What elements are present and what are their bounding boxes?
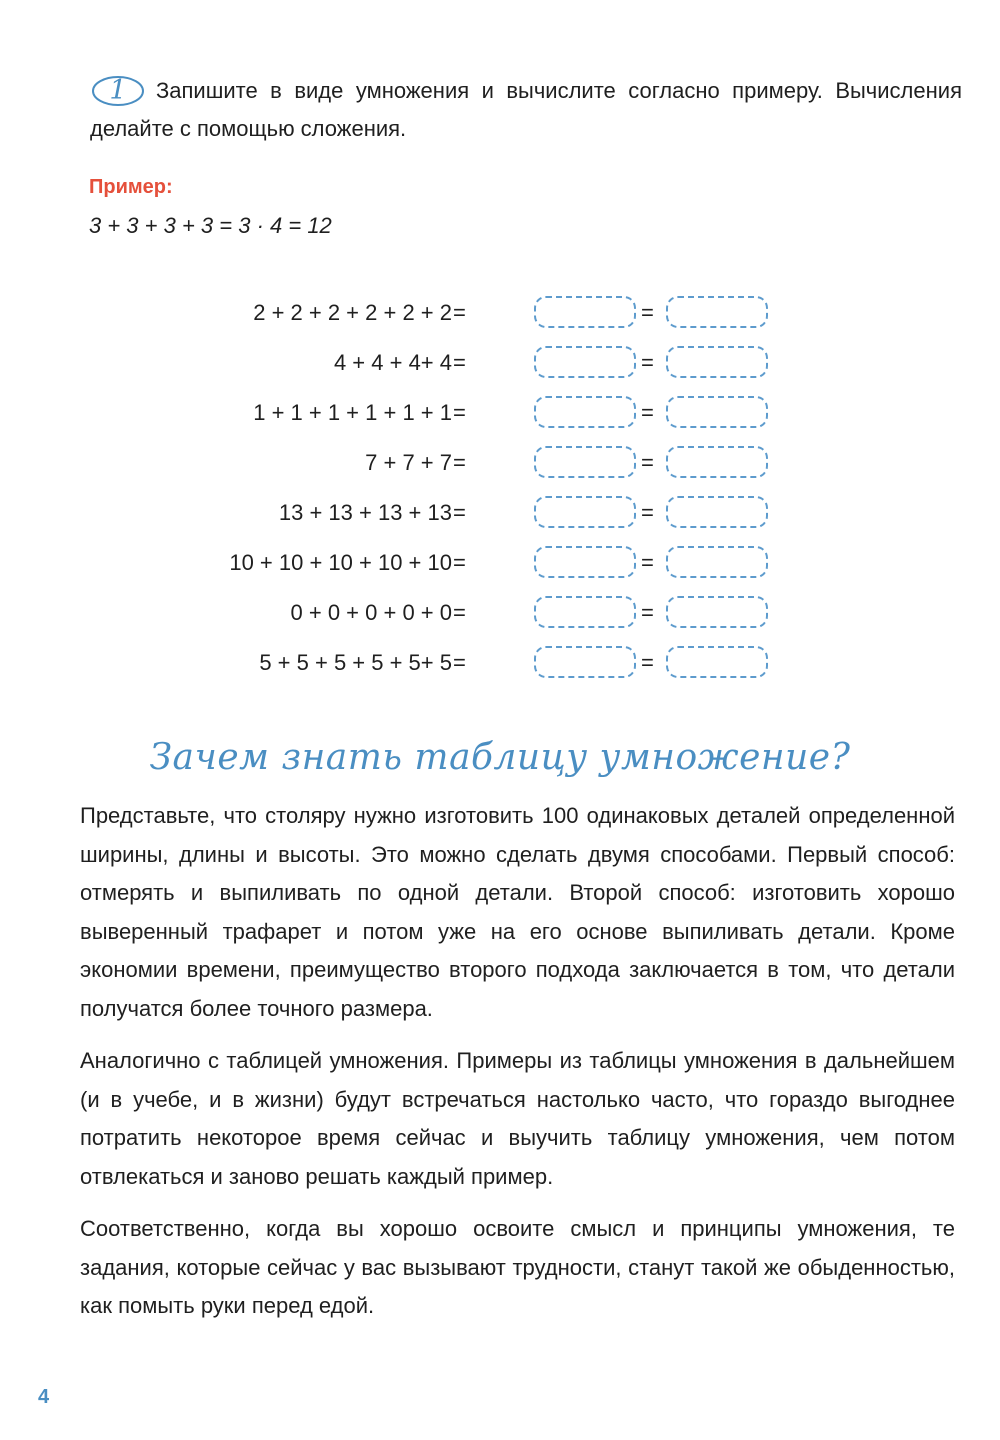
result-answer-box[interactable] <box>666 296 768 328</box>
equals-sign: = <box>453 600 466 625</box>
equals-sign: = <box>453 300 466 325</box>
equals-sign: = <box>641 300 654 325</box>
exercise-row <box>200 346 800 380</box>
exercise-expression: 5 + 5 + 5 + 5 + 5+ 5 <box>259 650 452 675</box>
exercise-row <box>200 496 800 530</box>
equals-sign: = <box>641 600 654 625</box>
exercise-expression: 4 + 4 + 4+ 4 <box>333 350 452 375</box>
equals-sign: = <box>453 500 466 525</box>
equals-sign: = <box>641 350 654 375</box>
equals-sign: = <box>641 550 654 575</box>
equals-sign: = <box>641 500 654 525</box>
task-instruction: Запишите в виде умножения и вычислите согласно примеру. Вычисления делайте с помощью сложения. <box>90 78 962 141</box>
result-answer-box[interactable] <box>666 346 768 378</box>
equals-sign: = <box>453 400 466 425</box>
section-body <box>80 797 955 1340</box>
multiplication-answer-box[interactable] <box>534 546 636 578</box>
exercise-row <box>200 396 800 430</box>
multiplication-answer-box[interactable] <box>534 646 636 678</box>
exercise-row <box>200 546 800 580</box>
exercise-row <box>200 646 800 680</box>
exercise-row <box>200 296 800 330</box>
equals-sign: = <box>641 450 654 475</box>
result-answer-box[interactable] <box>666 446 768 478</box>
task-header <box>90 74 962 150</box>
exercise-expression: 7 + 7 + 7 <box>365 450 452 475</box>
result-answer-box[interactable] <box>666 596 768 628</box>
exercise-row <box>200 596 800 630</box>
body-paragraph: Представьте, что столяру нужно изготовить 100 одинаковых деталей определенной ширины, длины и высоты. Это можно сделать двумя способами. Первый способ: отмерять и выпиливать по одной детали. Второй способ: изготовить хорошо выверенный трафарет и потом уже на его основе выпиливать детали. Кроме экономии времени, преимущество второго подхода заключается в том, что детали получатся более точного размера. <box>80 803 955 1021</box>
equals-sign: = <box>453 450 466 475</box>
equals-sign: = <box>641 650 654 675</box>
equals-sign: = <box>453 350 466 375</box>
example-formula: 3 + 3 + 3 + 3 = 3 · 4 = 12 <box>89 213 332 238</box>
multiplication-answer-box[interactable] <box>534 346 636 378</box>
multiplication-answer-box[interactable] <box>534 596 636 628</box>
result-answer-box[interactable] <box>666 646 768 678</box>
exercise-expression: 10 + 10 + 10 + 10 + 10 <box>229 550 452 575</box>
body-paragraph: Аналогично с таблицей умножения. Примеры из таблицы умножения в дальнейшем (и в учебе, и в жизни) будут встречаться настолько часто, что гораздо выгоднее потратить некоторое время сейчас и выучить таблицу умножения, чем потом отвлекаться и заново решать каждый пример. <box>80 1048 955 1189</box>
equals-sign: = <box>641 400 654 425</box>
task-number: 1 <box>109 75 127 106</box>
multiplication-answer-box[interactable] <box>534 296 636 328</box>
exercise-expression: 0 + 0 + 0 + 0 + 0 <box>290 600 452 625</box>
multiplication-answer-box[interactable] <box>534 446 636 478</box>
example-label: Пример: <box>89 176 173 198</box>
result-answer-box[interactable] <box>666 546 768 578</box>
result-answer-box[interactable] <box>666 496 768 528</box>
exercise-row <box>200 446 800 480</box>
multiplication-answer-box[interactable] <box>534 396 636 428</box>
exercise-expression: 2 + 2 + 2 + 2 + 2 + 2 <box>253 300 452 325</box>
exercise-expression: 13 + 13 + 13 + 13 <box>278 500 452 525</box>
body-paragraph: Соответственно, когда вы хорошо освоите смысл и принципы умножения, те задания, которые сейчас у вас вызывают трудности, станут такой же обыденностью, как помыть руки перед едой. <box>80 1216 955 1318</box>
equals-sign: = <box>453 550 466 575</box>
section-title: Зачем знать таблицу умножение? <box>149 737 851 778</box>
exercise-expression: 1 + 1 + 1 + 1 + 1 + 1 <box>253 400 452 425</box>
result-answer-box[interactable] <box>666 396 768 428</box>
multiplication-answer-box[interactable] <box>534 496 636 528</box>
equals-sign: = <box>453 650 466 675</box>
page-number: 4 <box>38 1386 50 1408</box>
